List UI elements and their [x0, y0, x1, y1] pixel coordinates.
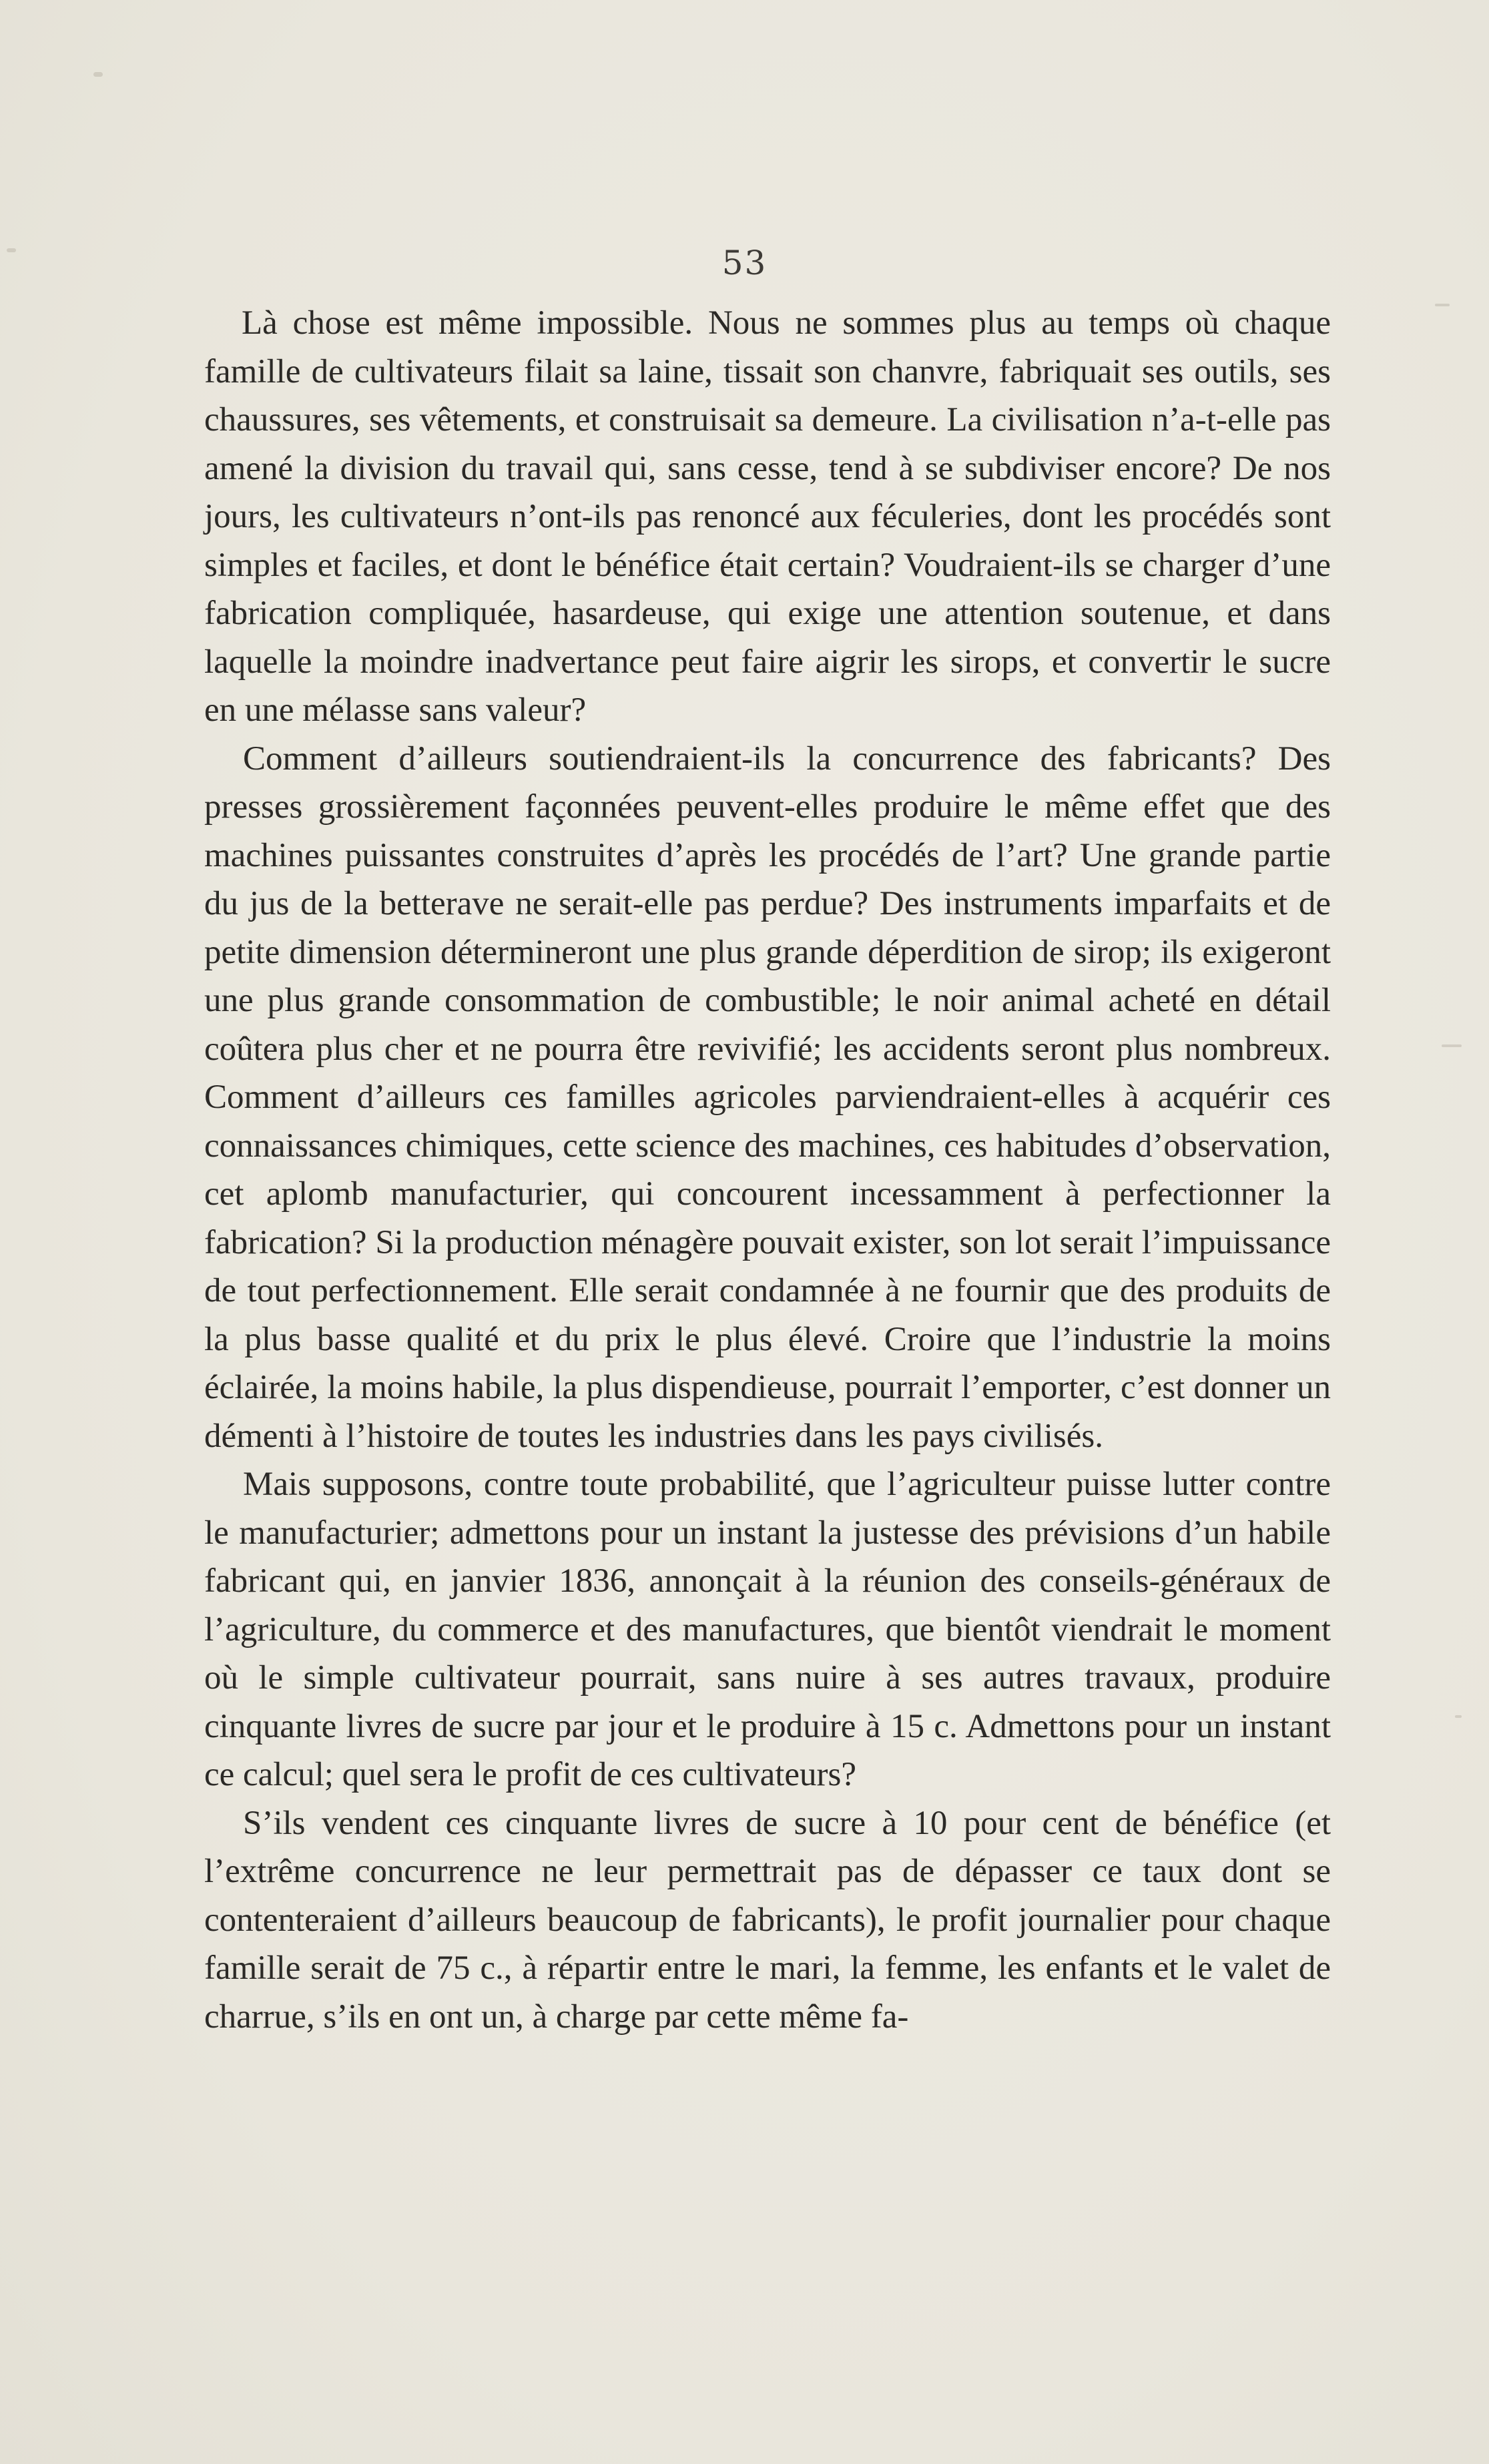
- page-number: 53: [721, 244, 768, 282]
- paragraph: Comment d’ailleurs soutiendraient-ils la concurrence des fabricants? Des presses grossièrement façonnées peuvent-elles produire le même effet que des machines puissantes construites d’après les procédés de l’art? Une grande partie du jus de la betterave ne serait-elle pas perdue? Des instruments imparfaits et de petite dimension détermineront une plus grande déperdition de sirop; ils exigeront une plus grande consommation de combustible; le noir animal acheté en détail coûtera plus cher et ne pourra être revivifié; les accidents seront plus nombreux. Comment d’ailleurs ces familles agricoles parviendraient-elles à acquérir ces connaissances chimiques, cette science des machines, ces habitudes d’observation, cet aplomb manufacturier, qui concourent incessamment à perfectionner la fabrication? Si la production ménagère pouvait exister, son lot serait l’impuissance de tout perfectionnement. Elle serait condamnée à ne fournir que des produits de la plus basse qualité et du prix le plus élevé. Croire que l’industrie la moins éclairée, la moins habile, la plus dispendieuse, pourrait l’emporter, c’est donner un démenti à l’histoire de toutes les industries dans les pays civilisés.: [204, 739, 1331, 1455]
- page-mark: [1442, 1044, 1462, 1047]
- paragraph: S’ils vendent ces cinquante livres de sucre à 10 pour cent de bénéfice (et l’extrême concurrence ne leur permettrait pas de dépasser ce taux dont se contenteraient d’ailleurs beaucoup de fabricants), le profit journalier pour chaque famille serait de 75 c., à répartir entre le mari, la femme, les enfants et le valet de charrue, s’ils en ont un, à charge par cette même fa-: [204, 1804, 1331, 2036]
- paragraph: Mais supposons, contre toute probabilité, que l’agriculteur puisse lutter contre le manufacturier; admettons pour un instant la justesse des prévisions d’un habile fabricant qui, en janvier 1836, annonçait à la réunion des conseils-généraux de l’agriculture, du commerce et des manufactures, que bientôt viendrait le moment où le simple cultivateur pourrait, sans nuire à ses autres travaux, produire cinquante livres de sucre par jour et le produire à 15 c. Admettons pour un instant ce calcul; quel sera le profit de ces cultivateurs?: [204, 1466, 1331, 1793]
- page-mark: [1455, 1715, 1462, 1718]
- paragraph: Là chose est même impossible. Nous ne sommes plus au temps où chaque famille de cultivateurs filait sa laine, tissait son chanvre, fabriquait ses outils, ses chaussures, ses vêtements, et construisait sa demeure. La civilisation n’a-t-elle pas amené la division du travail qui, sans cesse, tend à se subdiviser encore? De nos jours, les cultivateurs n’ont-ils pas renoncé aux féculeries, dont les procédés sont simples et faciles, et dont le bénéfice était certain? Voudraient-ils se charger d’une fabrication compliquée, hasardeuse, qui exige une attention soutenue, et dans laquelle la moindre inadvertance peut faire aigrir les sirops, et convertir le sucre en une mélasse sans valeur?: [204, 304, 1331, 729]
- body-text: [204, 299, 1331, 2041]
- page-mark: [93, 72, 103, 77]
- page-mark: [1435, 304, 1450, 306]
